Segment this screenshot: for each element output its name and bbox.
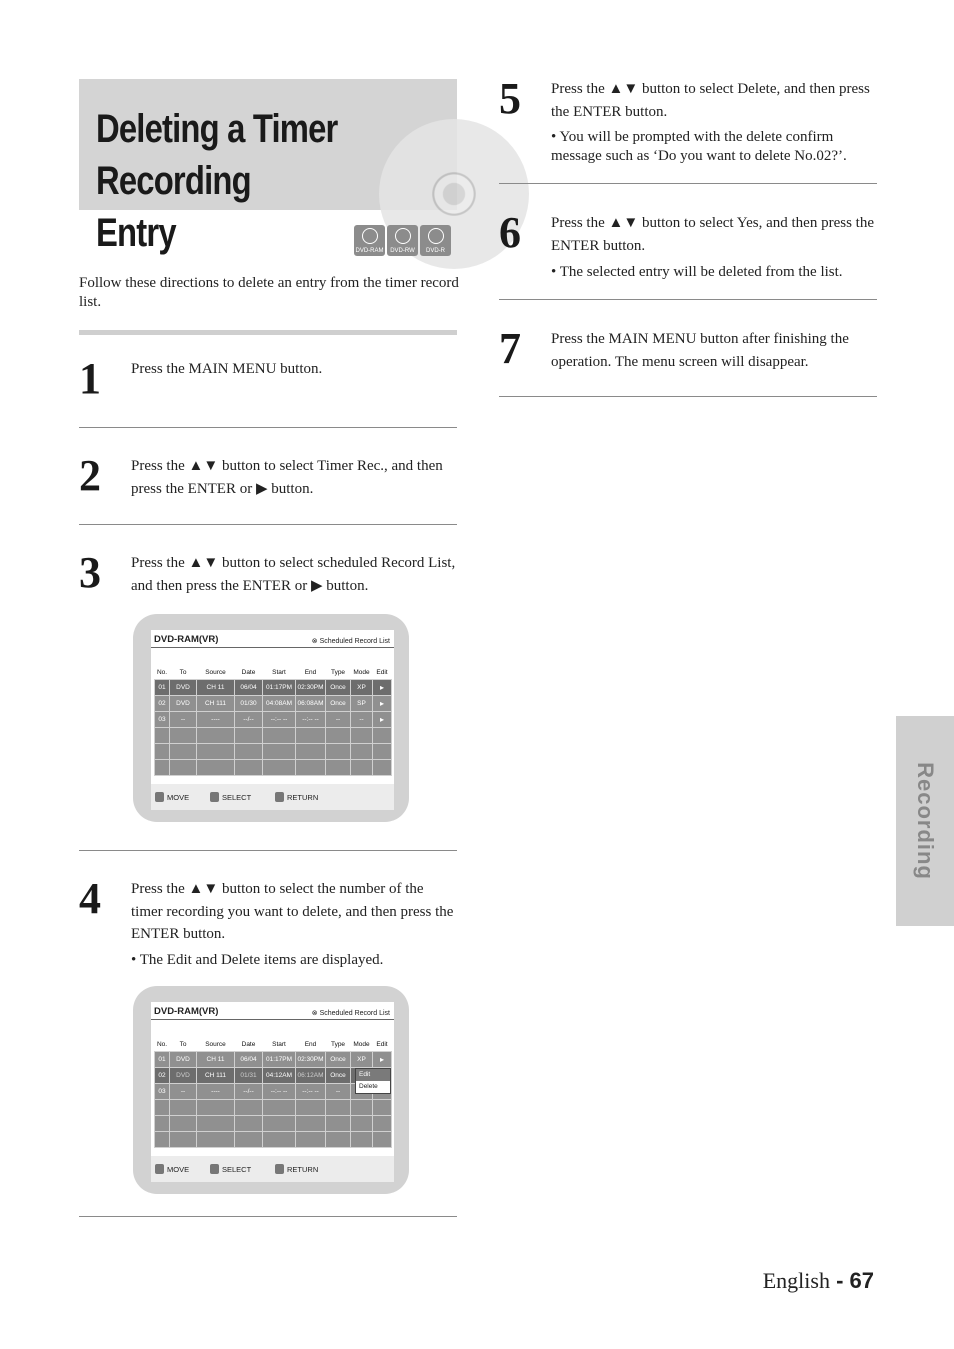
page-title: Deleting a Timer Recording Entry xyxy=(96,107,338,255)
table-row[interactable]: 01 DVD CH 11 06/04 01:17PM 02:30PM Once XP ▸ xyxy=(155,1052,392,1068)
step-divider xyxy=(79,427,457,428)
table-row-empty xyxy=(155,744,392,760)
return-icon xyxy=(275,1164,284,1174)
return-icon xyxy=(275,792,284,802)
popup-delete-option[interactable]: Delete xyxy=(359,1083,378,1090)
section-divider xyxy=(79,330,457,335)
intro-text: Follow these directions to delete an entry from the timer record list. xyxy=(79,275,459,310)
table-header-row: No. To Source Date Start End Type Mode Edit xyxy=(156,1041,388,1048)
step-6-bullet: • The selected entry will be deleted from the list. xyxy=(551,264,843,280)
chapter-label: Recording xyxy=(913,762,938,880)
record-list-table xyxy=(154,666,392,776)
table-row-empty xyxy=(155,760,392,776)
step-4-number: 4 xyxy=(79,874,101,923)
edit-delete-popup xyxy=(355,1068,391,1094)
select-icon xyxy=(210,792,219,802)
osd-footer: MOVE SELECT RETURN xyxy=(151,1156,394,1182)
table-row-empty xyxy=(155,728,392,744)
page-number: English - 67 xyxy=(762,1268,874,1293)
dvd-r-icon: DVD-R xyxy=(420,225,451,256)
move-icon xyxy=(155,1164,164,1174)
step-divider xyxy=(79,524,457,525)
step-7-number: 7 xyxy=(499,324,521,373)
step-2-number: 2 xyxy=(79,451,101,500)
table-row[interactable]: 03 -- ---- --/-- --:-- -- --:-- -- -- -- ▸ xyxy=(155,712,392,728)
step-5-bullet: • You will be prompted with the delete confirm message such as ‘Do you want to delete No.02?’. xyxy=(551,129,847,164)
step-divider xyxy=(499,299,877,300)
step-2-text: Press the ▲▼ button to select Timer Rec., and then press the ENTER or ▶ button. xyxy=(131,458,443,497)
table-row-empty xyxy=(155,1132,392,1148)
popup-edit-option[interactable]: Edit xyxy=(356,1069,390,1081)
step-4-bullet: • The Edit and Delete items are displayed. xyxy=(131,952,384,968)
table-row[interactable]: 02 DVD CH 111 01/30 04:08AM 06:08AM Once SP ▸ xyxy=(155,696,392,712)
osd-screen xyxy=(151,1002,394,1182)
chapter-side-tab xyxy=(896,716,954,926)
edit-arrow-icon xyxy=(373,696,392,712)
table-row[interactable]: 02 DVD CH 111 01/31 04:12AM 06:12AM Once xyxy=(155,1068,392,1084)
step-1-number: 1 xyxy=(79,354,101,403)
osd-screenshot-1 xyxy=(133,614,409,822)
step-3-number: 3 xyxy=(79,548,101,597)
osd-header: DVD-RAM(VR) xyxy=(154,1006,219,1017)
table-row[interactable]: 03 -- ---- --/-- --:-- -- --:-- -- -- xyxy=(155,1084,392,1100)
dvd-rw-icon: DVD-RW xyxy=(387,225,418,256)
osd-header: DVD-RAM(VR) xyxy=(154,634,219,645)
table-row[interactable]: 01 DVD CH 11 06/04 01:17PM 02:30PM Once XP ▸ xyxy=(155,680,392,696)
step-1-text: Press the MAIN MENU button. xyxy=(131,361,323,377)
step-5-text: Press the ▲▼ button to select Delete, and then press the ENTER button. xyxy=(551,81,870,120)
osd-screen xyxy=(151,630,394,810)
osd-screenshot-2 xyxy=(133,986,409,1194)
osd-footer: MOVE SELECT RETURN xyxy=(151,784,394,810)
dvd-ram-icon: DVD-RAM xyxy=(354,225,385,256)
step-divider xyxy=(79,850,457,851)
step-divider xyxy=(79,1216,457,1217)
table-row-empty xyxy=(155,1100,392,1116)
step-5-number: 5 xyxy=(499,74,521,123)
step-7-text: Press the MAIN MENU button after finishing the operation. The menu screen will disappear. xyxy=(551,331,849,370)
step-6-number: 6 xyxy=(499,208,521,257)
disc-type-icons xyxy=(354,225,451,257)
osd-subtitle: ⊗ Scheduled Record List xyxy=(311,1010,390,1017)
osd-subtitle: ⊗ Scheduled Record List xyxy=(311,638,390,645)
step-4-text: Press the ▲▼ button to select the number of the timer recording you want to delete, and then press the ENTER button. xyxy=(131,881,454,942)
table-row-empty xyxy=(155,1116,392,1132)
step-6-text: Press the ▲▼ button to select Yes, and then press the ENTER button. xyxy=(551,215,874,254)
step-3-text: Press the ▲▼ button to select scheduled Record List, and then press the ENTER or ▶ button. xyxy=(131,555,456,594)
step-divider xyxy=(499,183,877,184)
edit-arrow-icon xyxy=(373,712,392,728)
table-header-row: No. To Source Date Start End Type Mode Edit xyxy=(156,669,388,676)
select-icon xyxy=(210,1164,219,1174)
move-icon xyxy=(155,792,164,802)
edit-arrow-icon xyxy=(373,1052,392,1068)
edit-arrow-icon xyxy=(373,680,392,696)
step-divider xyxy=(499,396,877,397)
